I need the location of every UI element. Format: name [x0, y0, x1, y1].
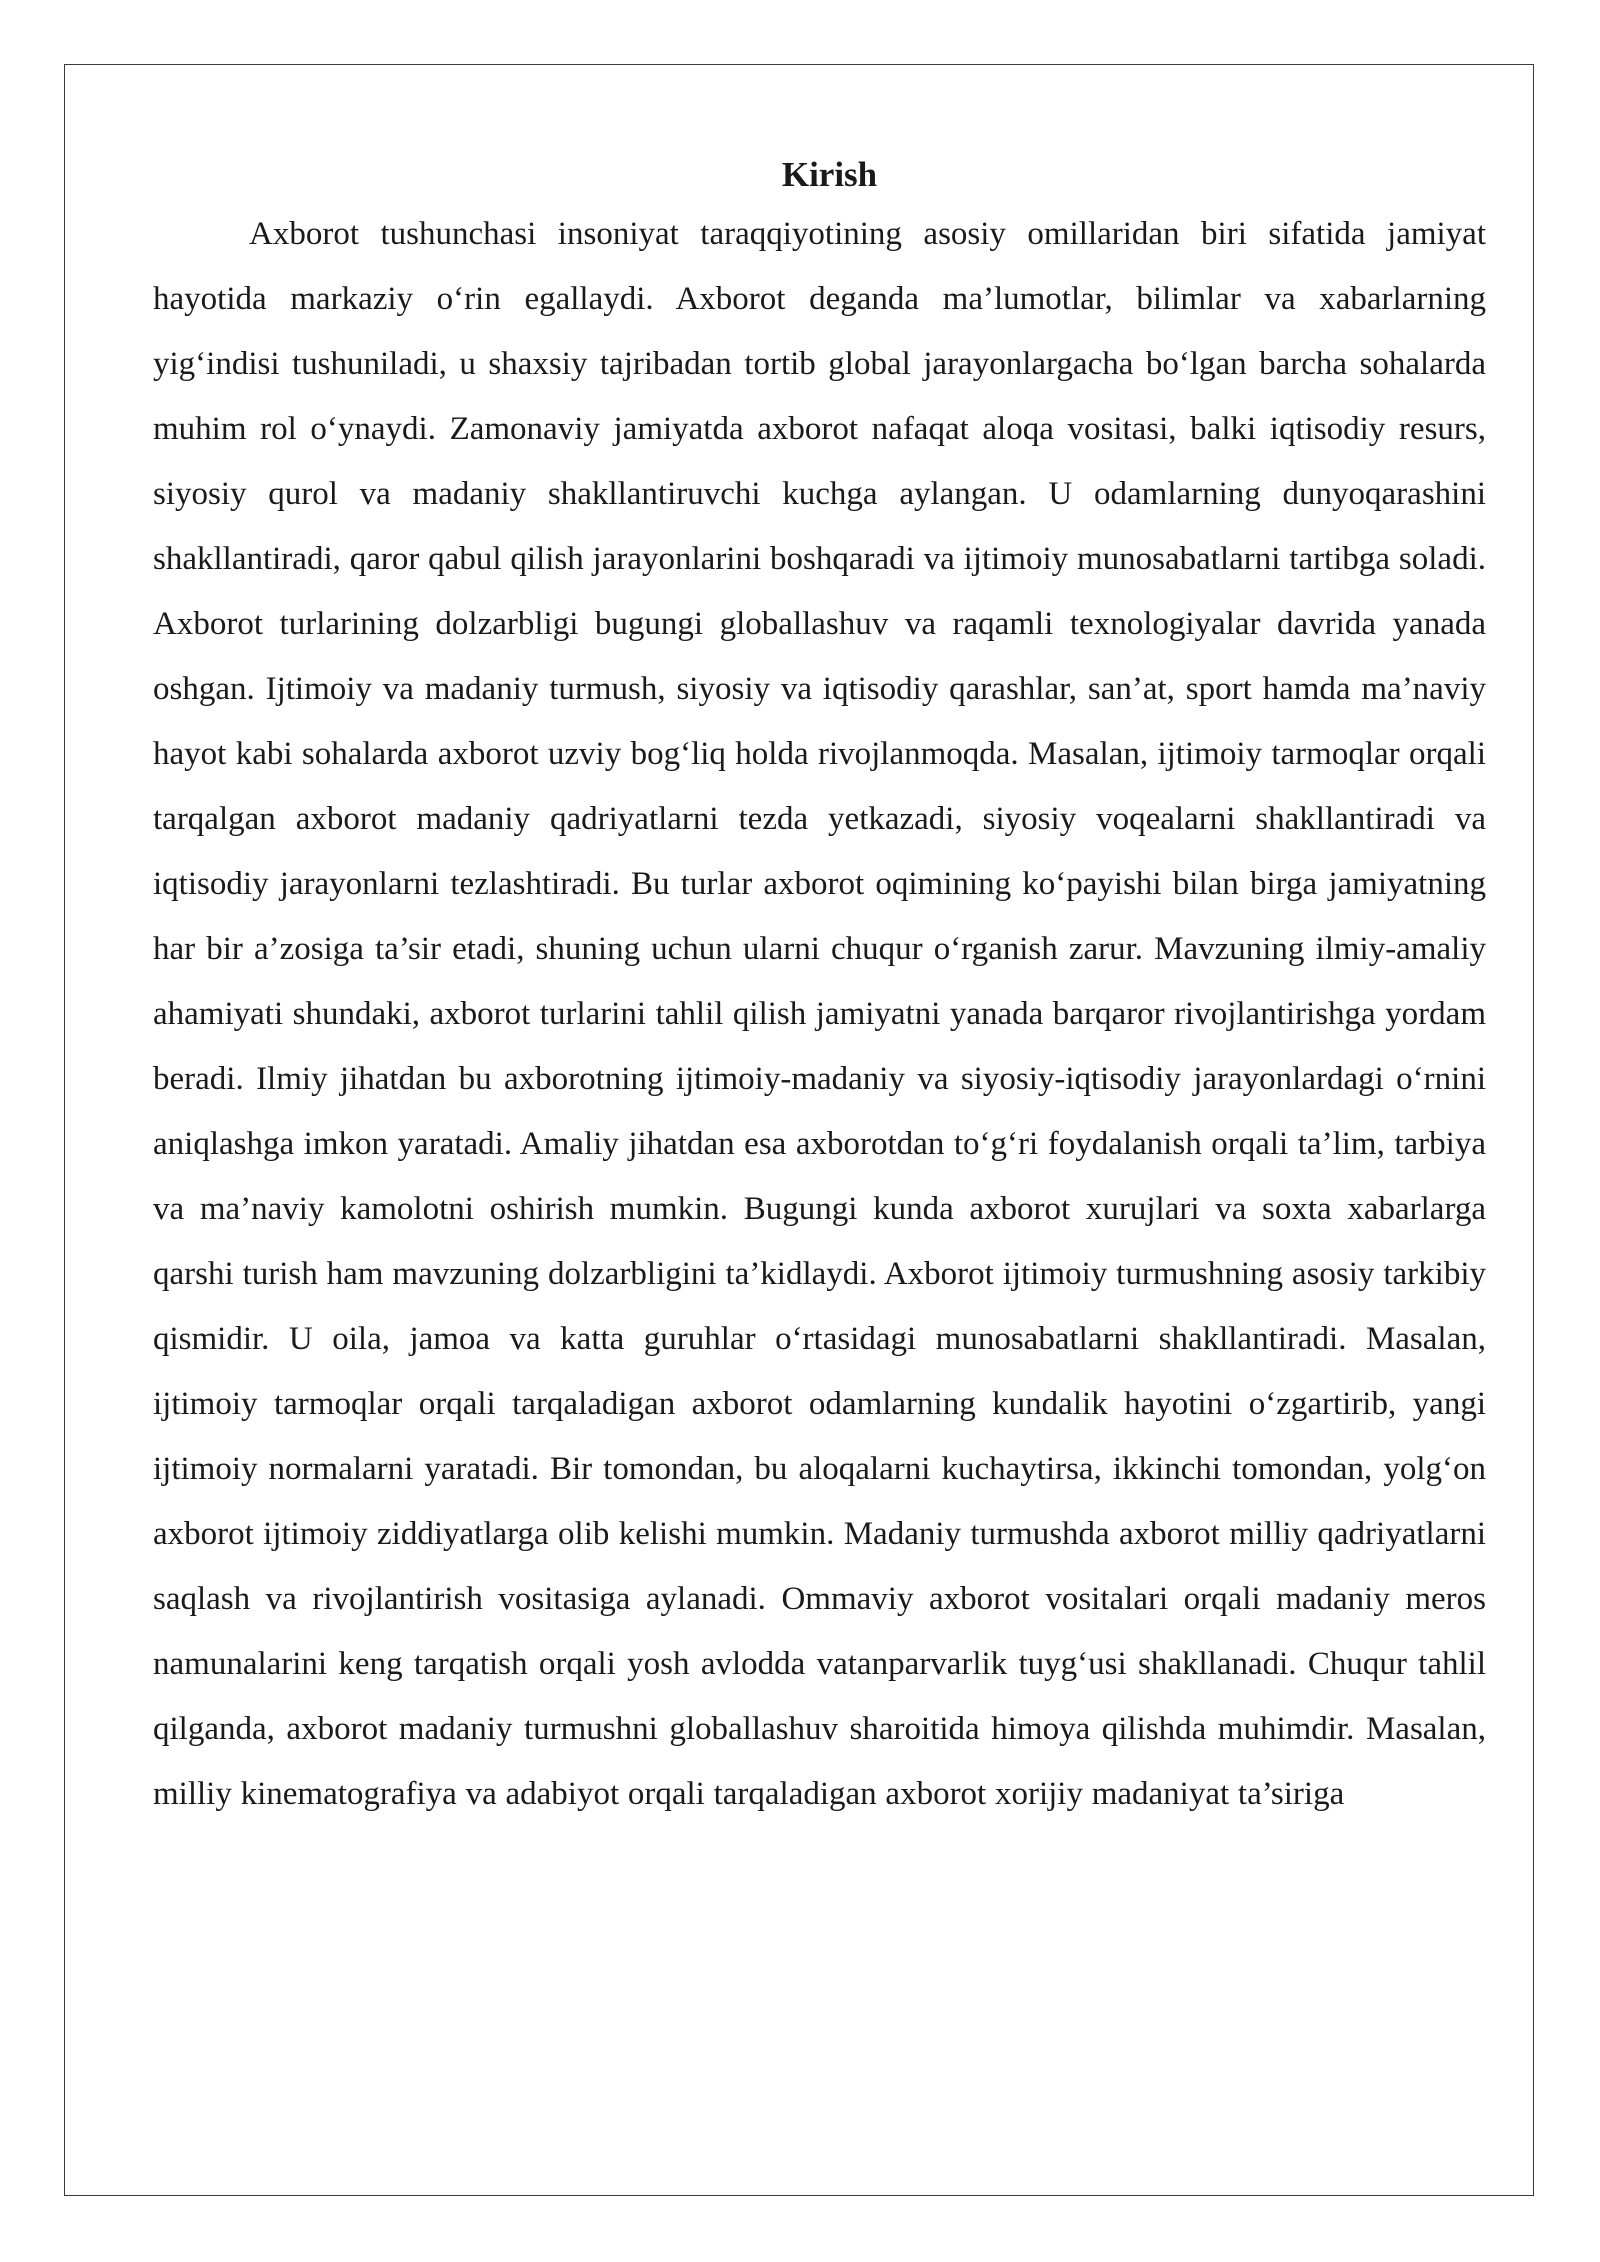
document-body — [153, 148, 1486, 1827]
body-paragraph: Axborot tushunchasi insoniyat taraqqiyotining asosiy omillaridan biri sifatida jamiyat hayotida markaziy o‘rin egallaydi. Axborot deganda ma’lumotlar, bilimlar va xabarlarning yig‘indisi tushuniladi, u shaxsiy tajribadan tortib global jarayonlargacha bo‘lgan barcha sohalarda muhim rol o‘ynaydi. Zamonaviy jamiyatda axborot nafaqat aloqa vositasi, balki iqtisodiy resurs, siyosiy qurol va madaniy shakllantiruvchi kuchga aylangan. U odamlarning dunyoqarashini shakllantiradi, qaror qabul qilish jarayonlarini boshqaradi va ijtimoiy munosabatlarni tartibga soladi. Axborot turlarining dolzarbligi bugungi globallashuv va raqamli texnologiyalar davrida yanada oshgan. Ijtimoiy va madaniy turmush, siyosiy va iqtisodiy qarashlar, san’at, sport hamda ma’naviy hayot kabi sohalarda axborot uzviy bog‘liq holda rivojlanmoqda. Masalan, ijtimoiy tarmoqlar orqali tarqalgan axborot madaniy qadriyatlarni tezda yetkazadi, siyosiy voqealarni shakllantiradi va iqtisodiy jarayonlarni tezlashtiradi. Bu turlar axborot oqimining ko‘payishi bilan birga jamiyatning har bir a’zosiga ta’sir etadi, shuning uchun ularni chuqur o‘rganish zarur. Mavzuning ilmiy-amaliy ahamiyati shundaki, axborot turlarini tahlil qilish jamiyatni yanada barqaror rivojlantirishga yordam beradi. Ilmiy jihatdan bu axborotning ijtimoiy-madaniy va siyosiy-iqtisodiy jarayonlardagi o‘rnini aniqlashga imkon yaratadi. Amaliy jihatdan esa axborotdan to‘g‘ri foydalanish orqali ta’lim, tarbiya va ma’naviy kamolotni oshirish mumkin. Bugungi kunda axborot xurujlari va soxta xabarlarga qarshi turish ham mavzuning dolzarbligini ta’kidlaydi. Axborot ijtimoiy turmushning asosiy tarkibiy qismidir. U oila, jamoa va katta guruhlar o‘rtasidagi munosabatlarni shakllantiradi. Masalan, ijtimoiy tarmoqlar orqali tarqaladigan axborot odamlarning kundalik hayotini o‘zgartirib, yangi ijtimoiy normalarni yaratadi. Bir tomondan, bu aloqalarni kuchaytirsa, ikkinchi tomondan, yolg‘on axborot ijtimoiy ziddiyatlarga olib kelishi mumkin. Madaniy turmushda axborot milliy qadriyatlarni saqlash va rivojlantirish vositasiga aylanadi. Ommaviy axborot vositalari orqali madaniy meros namunalarini keng tarqatish orqali yosh avlodda vatanparvarlik tuyg‘usi shakllanadi. Chuqur tahlil qilganda, axborot madaniy turmushni globallashuv sharoitida himoya qilishda muhimdir. Masalan, milliy kinematografiya va adabiyot orqali tarqaladigan axborot xorijiy madaniyat ta’siriga — [153, 216, 1486, 1812]
document-title: Kirish — [781, 155, 878, 194]
